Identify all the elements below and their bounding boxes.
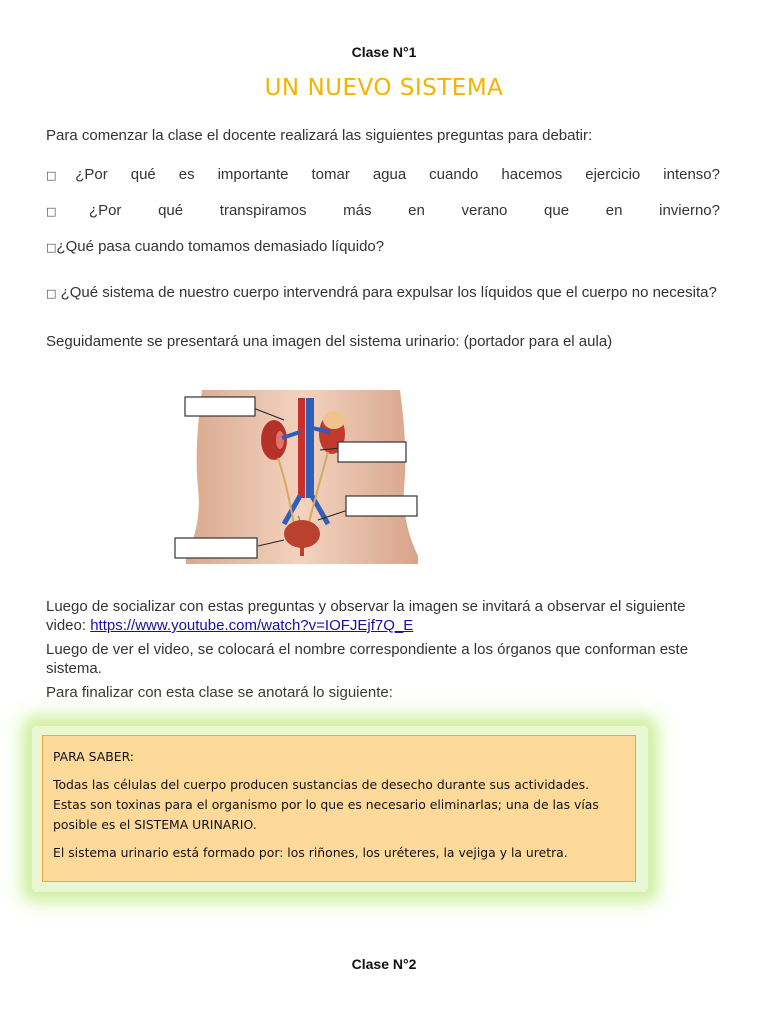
- question-2: [46, 201, 720, 221]
- question-text: ¿Por qué transpiramos más en verano que en invierno?: [88, 202, 720, 219]
- bullet-glyph: □: [46, 241, 57, 254]
- finalize-text: Para finalizar con esta clase se anotará lo siguiente:: [46, 684, 393, 701]
- bladder: [284, 520, 320, 548]
- video-paragraph: [46, 597, 720, 635]
- question-1: [46, 165, 720, 185]
- vena-cava: [306, 398, 314, 498]
- blank-label-4: [175, 538, 257, 558]
- video-text: Luego de socializar con estas preguntas y observar la imagen se invitará a observar el siguiente video:: [46, 598, 686, 634]
- para-saber-box: [42, 735, 636, 882]
- blank-label-3: [346, 496, 417, 516]
- urinary-system-figure: [172, 388, 424, 564]
- kidney-left-hilum: [276, 431, 284, 449]
- question-4: [46, 283, 720, 303]
- blank-label-1: [185, 397, 255, 416]
- bullet-glyph: □: [46, 287, 57, 300]
- question-text: ¿Por qué es importante tomar agua cuando hacemos ejercicio intenso?: [75, 166, 720, 183]
- urethra: [300, 546, 304, 556]
- question-text: ¿Qué sistema de nuestro cuerpo intervendrá para expulsar los líquidos que el cuerpo no necesita?: [60, 284, 717, 301]
- page-title: UN NUEVO SISTEMA: [264, 75, 504, 101]
- after-video-text: Luego de ver el video, se colocará el nombre correspondiente a los órganos que conforman este sistema.: [46, 641, 689, 677]
- saber-title: PARA SABER:: [53, 749, 134, 764]
- saber-paragraph-2: El sistema urinario está formado por: los riñones, los uréteres, la vejiga y la uretra.: [53, 845, 568, 860]
- next-class-title: Clase N°2: [351, 956, 417, 972]
- aorta: [298, 398, 305, 498]
- saber-paragraph-1: Todas las células del cuerpo producen sustancias de desecho durante sus actividades. Estas son toxinas para el organismo por lo que es necesario eliminarlas; una de las vías posible es el SISTEMA URINARIO.: [53, 777, 599, 832]
- image-intro-text: Seguidamente se presentará una imagen del sistema urinario: (portador para el aula): [46, 333, 613, 350]
- question-3: [46, 237, 720, 257]
- class-title: Clase N°1: [351, 44, 417, 60]
- video-link[interactable]: https://www.youtube.com/watch?v=IOFJEjf7Q_E: [90, 617, 414, 634]
- intro-text: Para comenzar la clase el docente realizará las siguientes preguntas para debatir:: [46, 127, 593, 144]
- urinary-system-illustration: [172, 388, 424, 564]
- bullet-glyph: □: [46, 205, 89, 218]
- bullet-glyph: □: [46, 169, 76, 182]
- adrenal-gland: [323, 411, 345, 429]
- blank-label-2: [338, 442, 406, 462]
- question-text: ¿Qué pasa cuando tomamos demasiado líquido?: [56, 238, 385, 255]
